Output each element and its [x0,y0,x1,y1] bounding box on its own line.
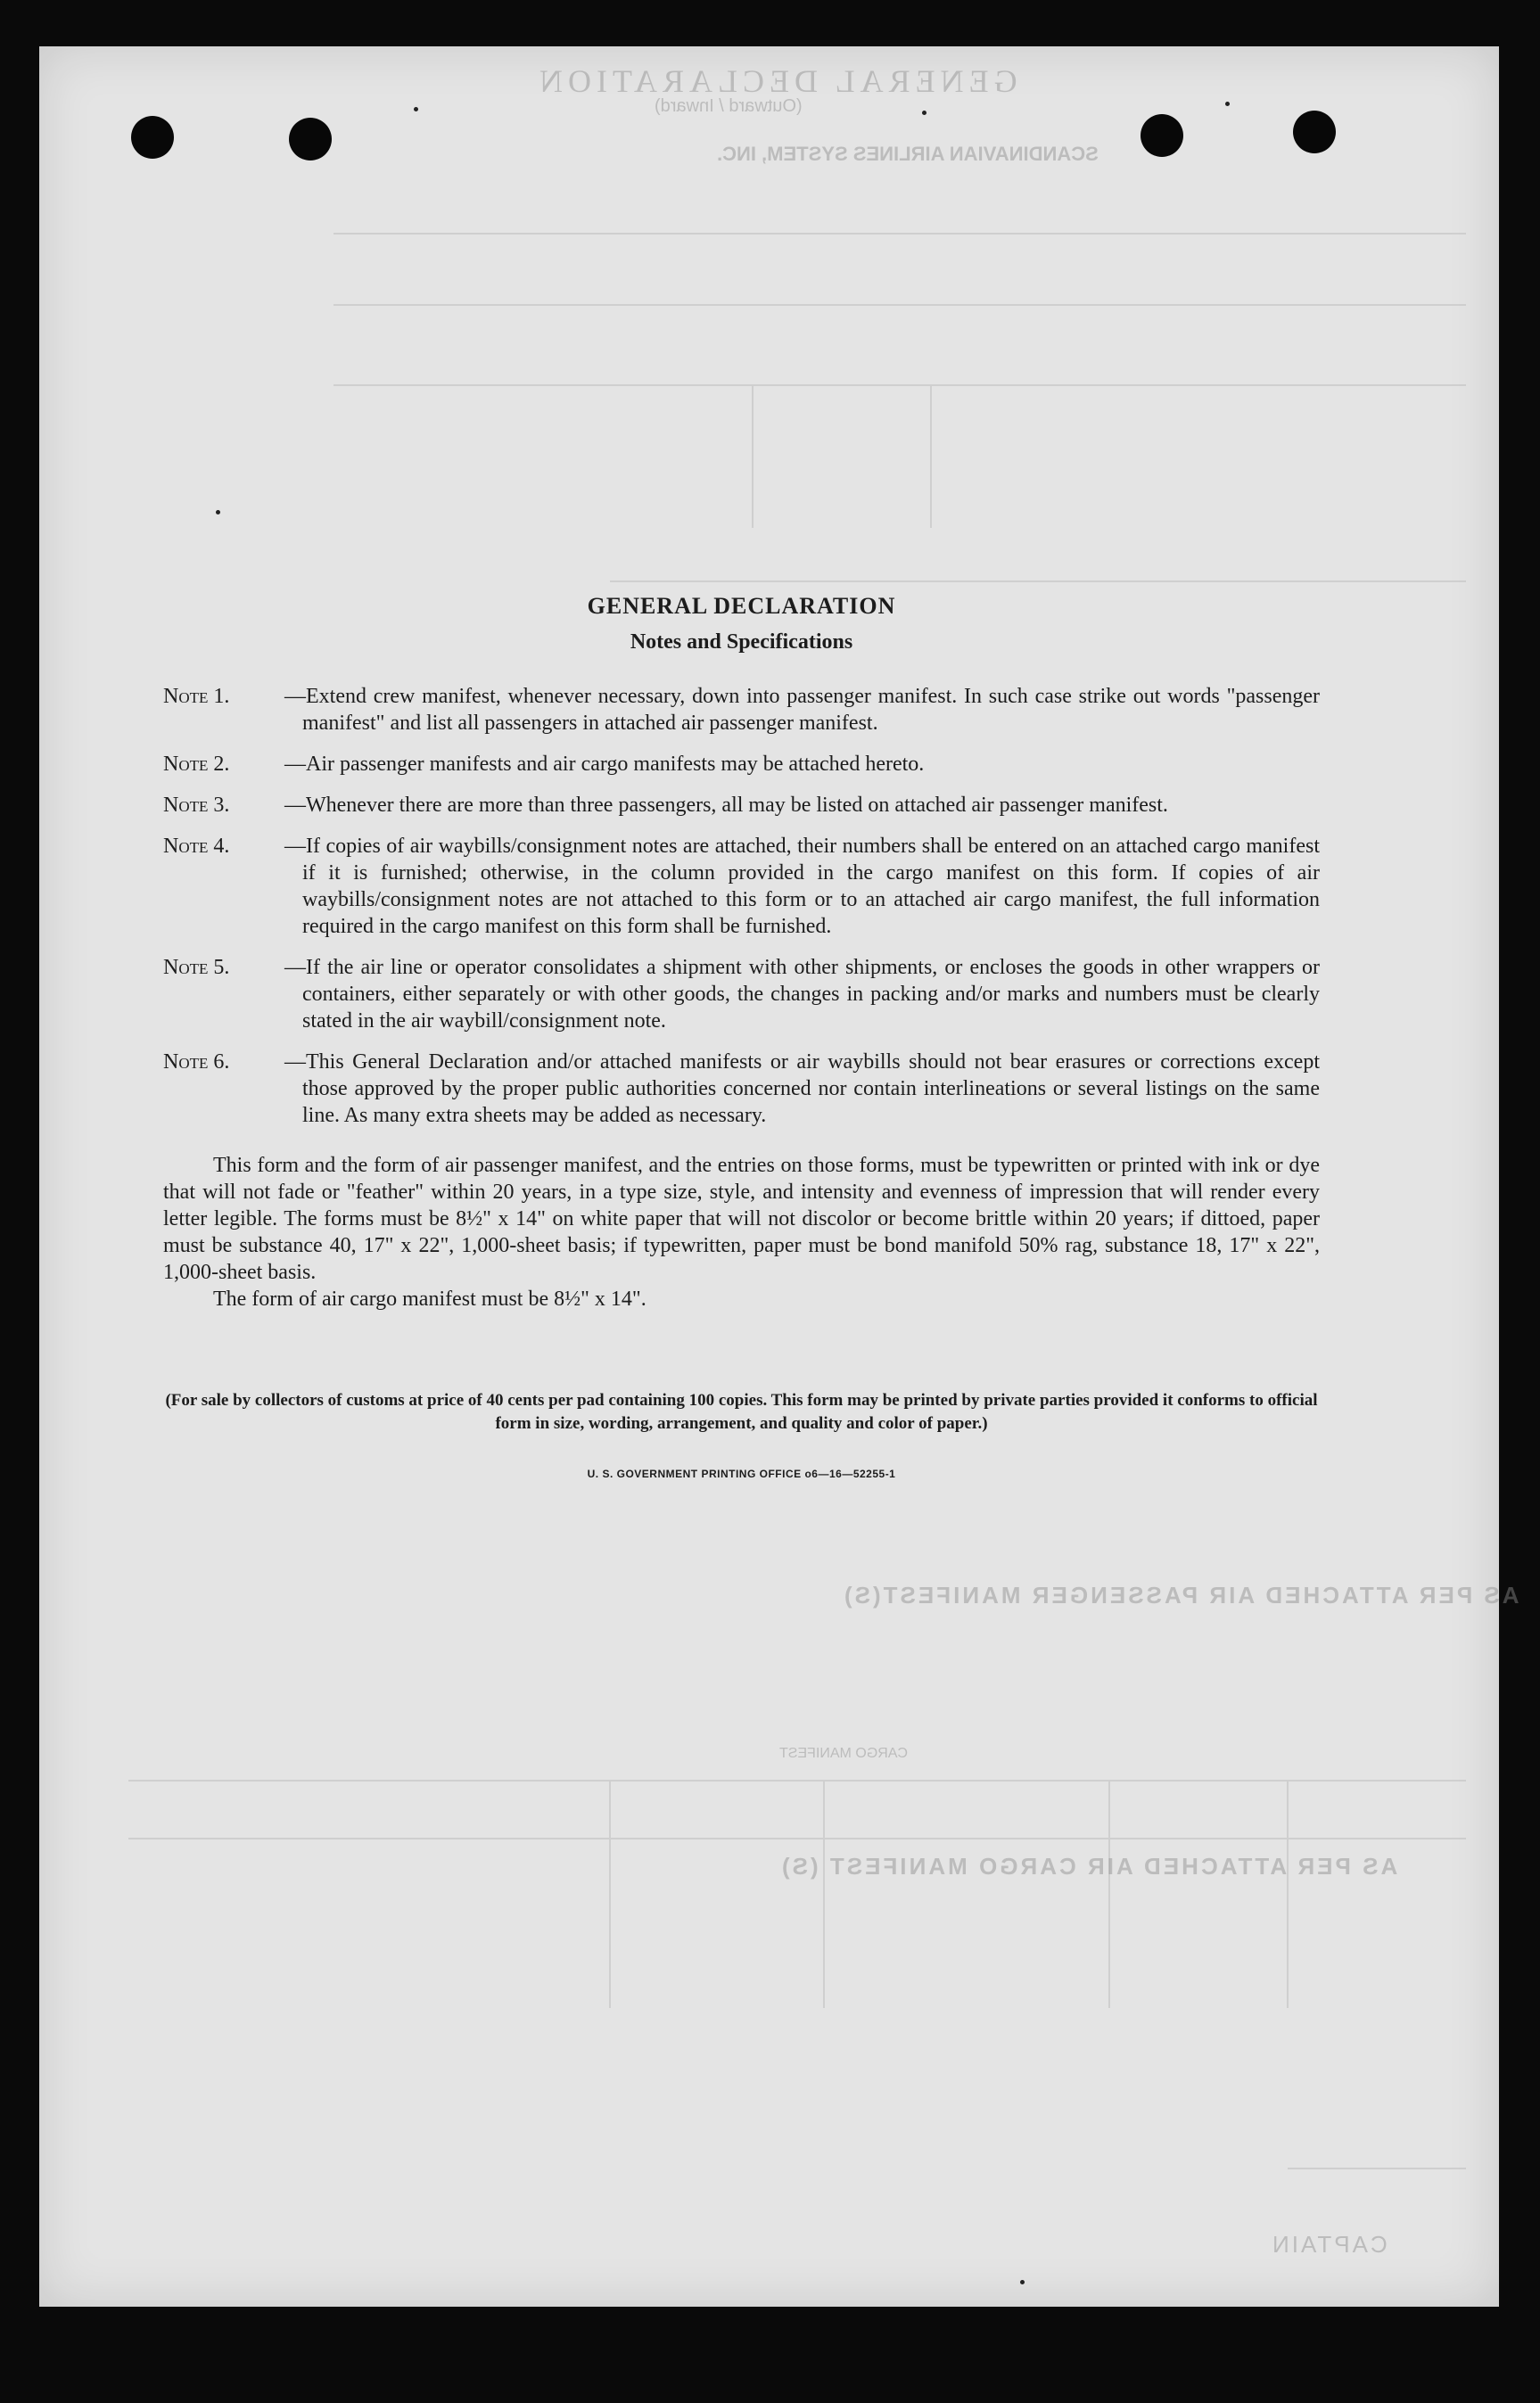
note-number: 3. [213,794,230,817]
note-text: —Extend crew manifest, whenever necessary, down into passenger manifest. In such case strike out words "passenger manifest" and list all passengers in attached air passenger manifest. [284,685,1320,735]
bleed-through-passenger-stamp: AS PER ATTACHED AIR PASSENGER MANIFEST(S) [842,1582,1519,1609]
bleed-through-cargo-stamp: AS PER ATTACHED AIR CARGO MANIFEST (S) [779,1853,1398,1880]
note-label-word: Note [163,794,209,817]
note-label-word: Note [163,835,209,858]
note-number: 1. [213,685,230,708]
bleed-through-captain: CAPTAIN [1270,2231,1388,2258]
note-number: 2. [213,753,230,776]
page-title: GENERAL DECLARATION [587,593,896,619]
note-item [163,833,1320,940]
note-label [163,683,302,710]
note-text: —This General Declaration and/or attached manifests or air waybills should not bear erasures or corrections except those approved by the proper public authorities concerned nor contain interlineations or several listings on the same line. As many extra sheets may be added as necessary. [284,1050,1320,1127]
speck [922,111,926,115]
note-text: —If the air line or operator consolidates a shipment with other shipments, or encloses the goods in other wrappers or containers, either separately or with other goods, the changes in packing and/or marks and numbers must be clearly stated in the air waybill/consignment note. [284,956,1320,1033]
speck [414,107,418,111]
note-item [163,954,1320,1034]
note-label [163,751,302,778]
note-label [163,1049,302,1075]
note-label-word: Note [163,1050,209,1074]
note-number: 4. [213,835,230,858]
note-number: 5. [213,956,230,979]
note-label [163,954,302,981]
speck [216,510,220,514]
notes-section [163,593,1320,1480]
sale-notice: (For sale by collectors of customs at price of 40 cents per pad containing 100 copies. This form may be printed by private parties provided it conforms to official form in size, wording, arrangement, and quality and color of paper.) [165,1391,1318,1433]
note-label-word: Note [163,956,209,979]
note-label [163,833,302,860]
note-label-word: Note [163,753,209,776]
bleed-through-airline: SCANDINAVIAN AIRLINES SYSTEM, INC. [717,143,1099,165]
note-label [163,792,302,819]
bleed-through-header-sub: (Outward / Inward) [655,96,803,116]
page-subtitle: Notes and Specifications [630,630,853,654]
note-text: —Air passenger manifests and air cargo manifests may be attached hereto. [284,753,925,776]
bleed-through-cargo-manifest: CARGO MANIFEST [779,1746,909,1761]
note-item [163,751,1320,778]
speck [1020,2280,1025,2284]
bleed-through-header-title: GENERAL DECLARATION [534,63,1017,99]
note-text: —If copies of air waybills/consignment notes are attached, their numbers shall be entered on an attached cargo manifest if it is furnished; otherwise, in the column provided in the cargo manifest on this form. If copies of air waybills/consignment notes are not attached to this form or to an attached air cargo manifest, the full information required in the cargo manifest on this form shall be furnished. [284,835,1320,938]
notes-list [163,683,1320,1129]
printing-office-line: U. S. GOVERNMENT PRINTING OFFICE o6—16—52255-1 [587,1468,896,1480]
note-item [163,1049,1320,1129]
cargo-specification-paragraph: The form of air cargo manifest must be 8½" x 14". [213,1288,646,1311]
note-text: —Whenever there are more than three passengers, all may be listed on attached air passenger manifest. [284,794,1168,817]
note-label-word: Note [163,685,209,708]
form-specification-paragraph: This form and the form of air passenger manifest, and the entries on those forms, must be typewritten or printed with ink or dye that will not fade or "feather" within 20 years, in a type size, style, and intensity and evenness of impression that will render every letter legible. The forms must be 8½" x 14" on white paper that will not discolor or become brittle within 20 years; if dittoed, paper must be substance 40, 17" x 22", 1,000-sheet basis; if typewritten, paper must be bond manifold 50% rag, substance 18, 17" x 22", 1,000-sheet basis. [163,1154,1320,1284]
note-item [163,792,1320,819]
note-item [163,683,1320,737]
speck [1225,102,1230,106]
note-number: 6. [213,1050,230,1074]
